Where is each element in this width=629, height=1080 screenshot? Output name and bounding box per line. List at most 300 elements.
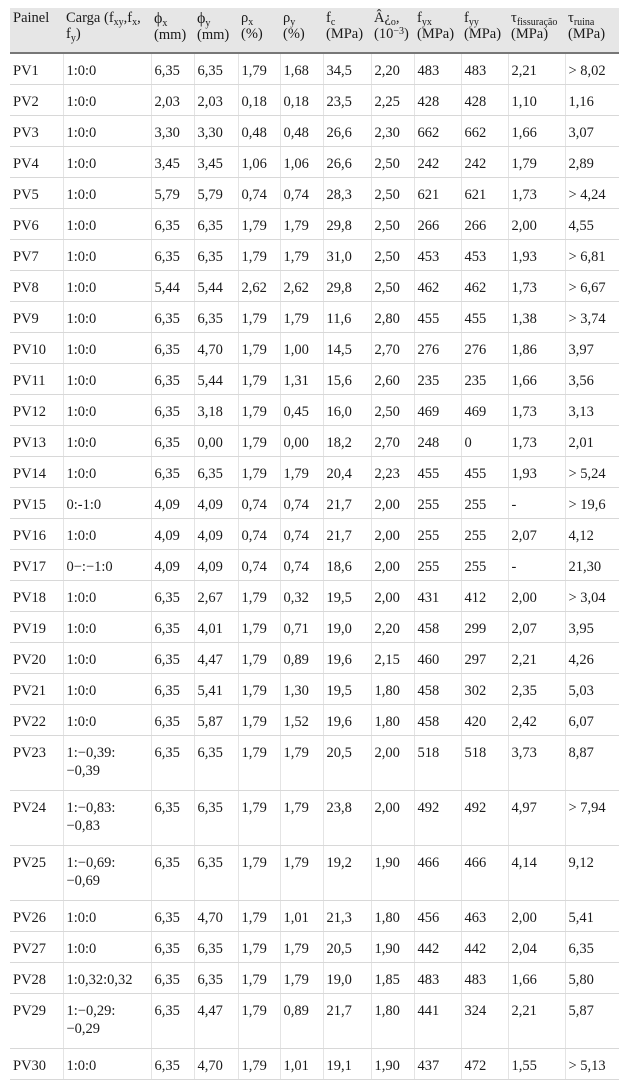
table-row [10, 270, 619, 301]
cell-fyy: 0 [461, 425, 508, 456]
cell-phiy: 6,35 [194, 931, 238, 962]
cell-tau-fissuracao: 2,21 [508, 642, 565, 673]
table-row [10, 363, 619, 394]
cell-fc: 26,6 [323, 115, 371, 146]
cell-strain: 2,50 [371, 239, 414, 270]
cell-tau-fissuracao: 2,35 [508, 673, 565, 704]
cell-phix: 6,35 [151, 845, 194, 900]
cell-rhox: 2,62 [238, 270, 280, 301]
cell-strain: 1,80 [371, 673, 414, 704]
cell-tau-fissuracao: 3,73 [508, 735, 565, 790]
cell-rhox: 0,48 [238, 115, 280, 146]
cell-rhox: 1,79 [238, 394, 280, 425]
cell-rhox: 1,06 [238, 146, 280, 177]
cell-rhox: 1,79 [238, 611, 280, 642]
cell-phiy: 5,44 [194, 363, 238, 394]
cell-rhoy: 2,62 [280, 270, 323, 301]
cell-fyy: 469 [461, 394, 508, 425]
table-container [10, 8, 619, 1080]
cell-fyy: 462 [461, 270, 508, 301]
header-fyy: $f_{yy}$ (MPa) [461, 8, 508, 53]
cell-phix: 6,35 [151, 962, 194, 993]
cell-tau-ruina: > 4,24 [565, 177, 619, 208]
cell-fyy: 621 [461, 177, 508, 208]
data-table [10, 8, 619, 1080]
cell-strain: 2,50 [371, 208, 414, 239]
cell-phix: 6,35 [151, 53, 194, 84]
cell-fyx: 458 [414, 611, 461, 642]
cell-rhoy: 0,48 [280, 115, 323, 146]
cell-carga: 1:0:0 [63, 611, 151, 642]
cell-carga: 1:0:0 [63, 301, 151, 332]
cell-phiy: 2,67 [194, 580, 238, 611]
cell-phix: 6,35 [151, 735, 194, 790]
cell-tau-ruina: > 8,02 [565, 53, 619, 84]
cell-rhox: 1,79 [238, 993, 280, 1048]
cell-tau-ruina: 5,80 [565, 962, 619, 993]
cell-phix: 6,35 [151, 239, 194, 270]
cell-phix: 3,45 [151, 146, 194, 177]
cell-tau-fissuracao: 1,93 [508, 456, 565, 487]
cell-phix: 6,35 [151, 580, 194, 611]
cell-phix: 6,35 [151, 394, 194, 425]
cell-rhox: 0,74 [238, 549, 280, 580]
cell-strain: 1,90 [371, 845, 414, 900]
cell-painel: PV5 [10, 177, 63, 208]
cell-fyx: 441 [414, 993, 461, 1048]
cell-strain: 1,85 [371, 962, 414, 993]
cell-strain: 2,00 [371, 518, 414, 549]
cell-painel: PV24 [10, 790, 63, 845]
cell-rhox: 1,79 [238, 332, 280, 363]
cell-rhoy: 0,18 [280, 84, 323, 115]
table-row [10, 1048, 619, 1079]
cell-strain: 2,00 [371, 580, 414, 611]
cell-phiy: 6,35 [194, 962, 238, 993]
cell-painel: PV4 [10, 146, 63, 177]
cell-fyx: 462 [414, 270, 461, 301]
cell-fc: 26,6 [323, 146, 371, 177]
cell-rhox: 1,79 [238, 53, 280, 84]
cell-phiy: 6,35 [194, 845, 238, 900]
cell-tau-ruina: > 6,67 [565, 270, 619, 301]
cell-tau-ruina: > 7,94 [565, 790, 619, 845]
cell-fyx: 456 [414, 900, 461, 931]
cell-fc: 19,1 [323, 1048, 371, 1079]
cell-carga: 0:-1:0 [63, 487, 151, 518]
cell-phiy: 4,01 [194, 611, 238, 642]
cell-carga: 1:0:0 [63, 363, 151, 394]
cell-rhox: 0,74 [238, 177, 280, 208]
cell-carga: 1:−0,29: −0,29 [63, 993, 151, 1048]
cell-phiy: 4,70 [194, 900, 238, 931]
cell-carga: 1:0:0 [63, 115, 151, 146]
cell-carga: 1:0:0 [63, 394, 151, 425]
cell-strain: 2,50 [371, 394, 414, 425]
table-row [10, 332, 619, 363]
table-row [10, 208, 619, 239]
cell-fc: 23,5 [323, 84, 371, 115]
cell-carga: 1:0:0 [63, 177, 151, 208]
cell-phiy: 4,09 [194, 487, 238, 518]
cell-rhoy: 1,01 [280, 900, 323, 931]
cell-carga: 1:0:0 [63, 84, 151, 115]
cell-tau-ruina: 6,35 [565, 931, 619, 962]
cell-tau-ruina: 8,87 [565, 735, 619, 790]
cell-phiy: 6,35 [194, 790, 238, 845]
table-row [10, 84, 619, 115]
cell-tau-fissuracao: 1,86 [508, 332, 565, 363]
cell-fyy: 255 [461, 549, 508, 580]
cell-phiy: 5,87 [194, 704, 238, 735]
cell-painel: PV13 [10, 425, 63, 456]
cell-phiy: 4,70 [194, 1048, 238, 1079]
cell-rhoy: 1,79 [280, 239, 323, 270]
cell-painel: PV18 [10, 580, 63, 611]
cell-painel: PV14 [10, 456, 63, 487]
cell-painel: PV9 [10, 301, 63, 332]
cell-rhoy: 1,79 [280, 301, 323, 332]
cell-tau-ruina: 3,95 [565, 611, 619, 642]
cell-fc: 34,5 [323, 53, 371, 84]
cell-phiy: 5,44 [194, 270, 238, 301]
cell-phix: 6,35 [151, 993, 194, 1048]
header-painel: Painel [10, 8, 63, 53]
cell-phix: 6,35 [151, 425, 194, 456]
cell-strain: 1,80 [371, 993, 414, 1048]
cell-fyy: 453 [461, 239, 508, 270]
cell-strain: 2,00 [371, 549, 414, 580]
cell-tau-fissuracao: 2,00 [508, 580, 565, 611]
cell-rhox: 1,79 [238, 790, 280, 845]
cell-fyx: 428 [414, 84, 461, 115]
cell-rhox: 1,79 [238, 735, 280, 790]
cell-rhox: 1,79 [238, 456, 280, 487]
cell-tau-fissuracao: 1,66 [508, 115, 565, 146]
cell-painel: PV10 [10, 332, 63, 363]
table-body [10, 53, 619, 1079]
cell-fyx: 518 [414, 735, 461, 790]
cell-tau-fissuracao: 2,21 [508, 53, 565, 84]
cell-fyy: 266 [461, 208, 508, 239]
cell-strain: 1,90 [371, 931, 414, 962]
cell-rhoy: 1,79 [280, 735, 323, 790]
cell-tau-ruina: 3,97 [565, 332, 619, 363]
cell-tau-ruina: 2,89 [565, 146, 619, 177]
cell-carga: 1:0,32:0,32 [63, 962, 151, 993]
cell-strain: 2,80 [371, 301, 414, 332]
table-row [10, 673, 619, 704]
cell-fyx: 255 [414, 487, 461, 518]
cell-phix: 6,35 [151, 900, 194, 931]
cell-fyx: 431 [414, 580, 461, 611]
cell-carga: 1:−0,69: −0,69 [63, 845, 151, 900]
header-rhox: $\rho_x$ (%) [238, 8, 280, 53]
cell-carga: 1:0:0 [63, 270, 151, 301]
cell-tau-ruina: 1,16 [565, 84, 619, 115]
cell-rhox: 1,79 [238, 962, 280, 993]
cell-carga: 1:0:0 [63, 425, 151, 456]
header-carga: Carga ($f_{xy},f_x$, $f_y$) [63, 8, 151, 53]
cell-fyx: 621 [414, 177, 461, 208]
cell-fyy: 455 [461, 301, 508, 332]
cell-rhoy: 0,89 [280, 642, 323, 673]
cell-carga: 1:−0,39: −0,39 [63, 735, 151, 790]
table-row [10, 962, 619, 993]
cell-carga: 1:0:0 [63, 931, 151, 962]
cell-painel: PV1 [10, 53, 63, 84]
cell-fyy: 662 [461, 115, 508, 146]
cell-fyy: 302 [461, 673, 508, 704]
cell-fyx: 662 [414, 115, 461, 146]
cell-phiy: 4,47 [194, 642, 238, 673]
cell-phix: 4,09 [151, 487, 194, 518]
cell-tau-ruina: 5,87 [565, 993, 619, 1048]
cell-phiy: 6,35 [194, 456, 238, 487]
cell-phiy: 6,35 [194, 208, 238, 239]
table-row [10, 425, 619, 456]
cell-strain: 2,20 [371, 611, 414, 642]
cell-tau-ruina: 5,41 [565, 900, 619, 931]
cell-phix: 6,35 [151, 332, 194, 363]
cell-fyx: 460 [414, 642, 461, 673]
cell-phiy: 4,09 [194, 518, 238, 549]
header-phiy: $\phi_y$ (mm) [194, 8, 238, 53]
cell-fyy: 255 [461, 518, 508, 549]
cell-strain: 2,20 [371, 53, 414, 84]
cell-tau-ruina: 21,30 [565, 549, 619, 580]
cell-rhoy: 0,74 [280, 487, 323, 518]
cell-phiy: 5,41 [194, 673, 238, 704]
cell-tau-fissuracao: 4,97 [508, 790, 565, 845]
cell-phix: 6,35 [151, 208, 194, 239]
cell-phiy: 3,18 [194, 394, 238, 425]
cell-rhoy: 0,71 [280, 611, 323, 642]
cell-rhox: 1,79 [238, 673, 280, 704]
cell-carga: 1:0:0 [63, 1048, 151, 1079]
cell-painel: PV21 [10, 673, 63, 704]
cell-tau-ruina: 4,26 [565, 642, 619, 673]
cell-carga: 1:−0,83: −0,83 [63, 790, 151, 845]
cell-strain: 2,00 [371, 487, 414, 518]
cell-strain: 2,70 [371, 332, 414, 363]
cell-painel: PV30 [10, 1048, 63, 1079]
table-row [10, 845, 619, 900]
cell-fc: 19,2 [323, 845, 371, 900]
cell-fc: 16,0 [323, 394, 371, 425]
cell-tau-fissuracao: 1,66 [508, 962, 565, 993]
cell-fyy: 483 [461, 962, 508, 993]
cell-tau-fissuracao: 4,14 [508, 845, 565, 900]
cell-tau-ruina: 3,13 [565, 394, 619, 425]
cell-carga: 1:0:0 [63, 456, 151, 487]
table-row [10, 735, 619, 790]
cell-fc: 19,5 [323, 580, 371, 611]
cell-fc: 14,5 [323, 332, 371, 363]
cell-tau-ruina: 6,07 [565, 704, 619, 735]
cell-tau-ruina: > 3,74 [565, 301, 619, 332]
cell-fc: 19,5 [323, 673, 371, 704]
cell-painel: PV20 [10, 642, 63, 673]
cell-carga: 1:0:0 [63, 53, 151, 84]
cell-rhoy: 1,30 [280, 673, 323, 704]
cell-fyy: 472 [461, 1048, 508, 1079]
cell-phix: 6,35 [151, 642, 194, 673]
cell-fc: 21,7 [323, 993, 371, 1048]
cell-painel: PV17 [10, 549, 63, 580]
table-row [10, 239, 619, 270]
cell-phix: 6,35 [151, 301, 194, 332]
cell-phix: 5,79 [151, 177, 194, 208]
cell-fyy: 455 [461, 456, 508, 487]
header-fyx: $f_{yx}$ (MPa) [414, 8, 461, 53]
cell-painel: PV15 [10, 487, 63, 518]
cell-rhox: 1,79 [238, 845, 280, 900]
cell-fyy: 299 [461, 611, 508, 642]
cell-carga: 1:0:0 [63, 673, 151, 704]
cell-carga: 1:0:0 [63, 580, 151, 611]
cell-painel: PV7 [10, 239, 63, 270]
header-fc: $f_c$ (MPa) [323, 8, 371, 53]
cell-strain: 2,70 [371, 425, 414, 456]
table-row [10, 146, 619, 177]
cell-fyy: 463 [461, 900, 508, 931]
cell-strain: 2,00 [371, 735, 414, 790]
cell-fyx: 455 [414, 456, 461, 487]
cell-rhoy: 1,68 [280, 53, 323, 84]
cell-fyx: 437 [414, 1048, 461, 1079]
cell-phix: 4,09 [151, 549, 194, 580]
cell-strain: 2,50 [371, 177, 414, 208]
cell-phiy: 6,35 [194, 53, 238, 84]
cell-fyy: 297 [461, 642, 508, 673]
cell-fyy: 518 [461, 735, 508, 790]
cell-phix: 6,35 [151, 611, 194, 642]
cell-phiy: 6,35 [194, 735, 238, 790]
cell-fyy: 242 [461, 146, 508, 177]
cell-tau-fissuracao: 2,00 [508, 208, 565, 239]
cell-phiy: 4,09 [194, 549, 238, 580]
cell-rhox: 1,79 [238, 301, 280, 332]
cell-rhox: 1,79 [238, 900, 280, 931]
cell-tau-fissuracao: 1,55 [508, 1048, 565, 1079]
cell-tau-fissuracao: - [508, 549, 565, 580]
cell-rhox: 0,18 [238, 84, 280, 115]
cell-rhoy: 1,01 [280, 1048, 323, 1079]
cell-strain: 1,90 [371, 1048, 414, 1079]
cell-tau-fissuracao: 2,42 [508, 704, 565, 735]
cell-tau-ruina: 3,07 [565, 115, 619, 146]
cell-rhoy: 0,89 [280, 993, 323, 1048]
cell-tau-fissuracao: 1,73 [508, 394, 565, 425]
cell-carga: 1:0:0 [63, 704, 151, 735]
table-row [10, 642, 619, 673]
table-row [10, 394, 619, 425]
cell-rhoy: 1,52 [280, 704, 323, 735]
cell-fyx: 255 [414, 518, 461, 549]
cell-fyx: 242 [414, 146, 461, 177]
cell-tau-fissuracao: 1,10 [508, 84, 565, 115]
cell-tau-fissuracao: 1,93 [508, 239, 565, 270]
cell-strain: 2,50 [371, 146, 414, 177]
cell-fyx: 458 [414, 673, 461, 704]
header-tau-ruina: $\tau_{ruina}$ (MPa) [565, 8, 619, 53]
cell-rhoy: 1,79 [280, 456, 323, 487]
cell-strain: 1,80 [371, 900, 414, 931]
cell-tau-ruina: 9,12 [565, 845, 619, 900]
cell-fyy: 324 [461, 993, 508, 1048]
table-row [10, 456, 619, 487]
table-row [10, 931, 619, 962]
cell-tau-ruina: 4,12 [565, 518, 619, 549]
cell-painel: PV2 [10, 84, 63, 115]
cell-rhox: 1,79 [238, 642, 280, 673]
cell-fc: 21,7 [323, 487, 371, 518]
cell-phiy: 5,79 [194, 177, 238, 208]
cell-fyx: 466 [414, 845, 461, 900]
cell-tau-ruina: > 5,13 [565, 1048, 619, 1079]
cell-fc: 15,6 [323, 363, 371, 394]
cell-fc: 19,0 [323, 962, 371, 993]
cell-phiy: 3,45 [194, 146, 238, 177]
cell-tau-fissuracao: 1,66 [508, 363, 565, 394]
header-row [10, 8, 619, 53]
cell-carga: 1:0:0 [63, 900, 151, 931]
cell-strain: 2,50 [371, 270, 414, 301]
cell-tau-fissuracao: 2,04 [508, 931, 565, 962]
cell-rhoy: 1,79 [280, 931, 323, 962]
cell-fc: 21,7 [323, 518, 371, 549]
cell-strain: 2,25 [371, 84, 414, 115]
cell-painel: PV27 [10, 931, 63, 962]
cell-fyx: 276 [414, 332, 461, 363]
cell-fc: 19,6 [323, 704, 371, 735]
cell-rhox: 1,79 [238, 363, 280, 394]
cell-rhox: 0,74 [238, 518, 280, 549]
cell-rhoy: 0,45 [280, 394, 323, 425]
cell-fyy: 276 [461, 332, 508, 363]
cell-phiy: 3,30 [194, 115, 238, 146]
cell-fyx: 469 [414, 394, 461, 425]
cell-fyx: 492 [414, 790, 461, 845]
cell-tau-fissuracao: 1,79 [508, 146, 565, 177]
cell-strain: 2,15 [371, 642, 414, 673]
table-row [10, 993, 619, 1048]
cell-fyy: 492 [461, 790, 508, 845]
cell-phix: 6,35 [151, 1048, 194, 1079]
cell-tau-fissuracao: 1,38 [508, 301, 565, 332]
cell-rhoy: 1,79 [280, 962, 323, 993]
table-row [10, 301, 619, 332]
cell-phiy: 2,03 [194, 84, 238, 115]
cell-painel: PV22 [10, 704, 63, 735]
cell-fc: 20,4 [323, 456, 371, 487]
cell-phix: 6,35 [151, 363, 194, 394]
cell-tau-fissuracao: 1,73 [508, 270, 565, 301]
cell-rhoy: 0,32 [280, 580, 323, 611]
cell-fyy: 428 [461, 84, 508, 115]
cell-tau-ruina: 5,03 [565, 673, 619, 704]
cell-carga: 1:0:0 [63, 239, 151, 270]
cell-tau-fissuracao: 2,00 [508, 900, 565, 931]
cell-painel: PV19 [10, 611, 63, 642]
cell-phix: 6,35 [151, 704, 194, 735]
cell-phix: 3,30 [151, 115, 194, 146]
cell-carga: 1:0:0 [63, 208, 151, 239]
cell-fc: 19,6 [323, 642, 371, 673]
cell-rhox: 1,79 [238, 1048, 280, 1079]
cell-tau-fissuracao: 1,73 [508, 177, 565, 208]
